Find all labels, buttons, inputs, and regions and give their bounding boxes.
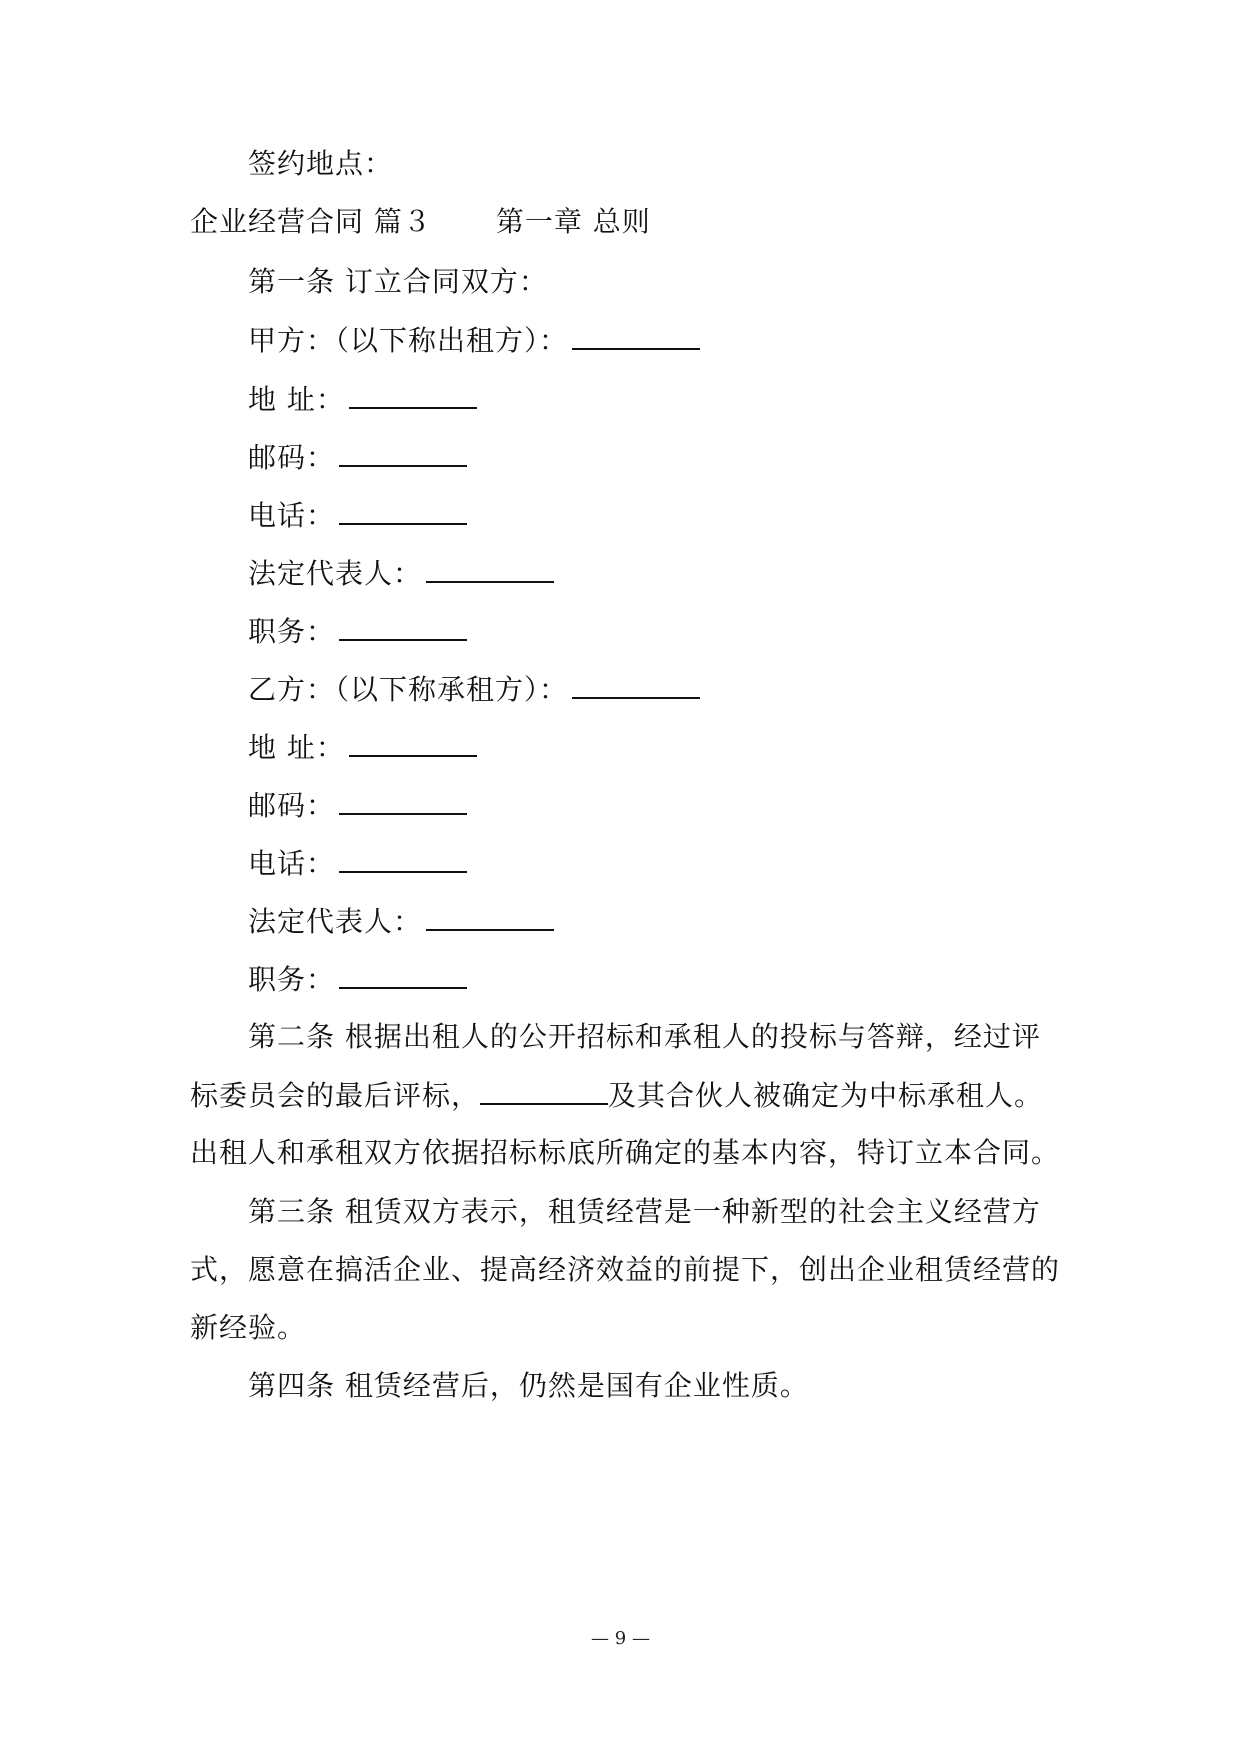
party-b-address-line (248, 729, 477, 766)
party-a-label: 甲方：（以下称出租方）： (248, 324, 569, 357)
chapter-title: 第一章 总则 (495, 205, 651, 238)
party-b-phone-line (248, 845, 467, 882)
party-b-address-blank (349, 729, 477, 757)
party-a-postcode-line (248, 439, 467, 476)
article-2-line-2 (190, 1077, 1043, 1114)
party-a-position-line (248, 613, 467, 650)
section-title: 企业经营合同 篇３ (190, 205, 432, 238)
party-b-postcode-line (248, 787, 467, 824)
article-3-line-1: 第三条 租赁双方表示，租赁经营是一种新型的社会主义经营方 (248, 1195, 1041, 1228)
article-3-line-2: 式，愿意在搞活企业、提高经济效益的前提下，创出企业租赁经营的 (190, 1253, 1061, 1286)
article-2-text-b: 及其合伙人被确定为中标承租人。 (608, 1079, 1044, 1112)
party-b-legal-rep-line (248, 903, 554, 940)
party-b-phone-label: 电话： (248, 847, 336, 880)
party-a-address-line (248, 381, 477, 418)
party-a-line (248, 322, 700, 359)
article-2-line-3: 出租人和承租双方依据招标标底所确定的基本内容，特订立本合同。 (190, 1136, 1061, 1169)
party-a-address-blank (349, 381, 477, 409)
party-a-position-label: 职务： (248, 615, 336, 648)
party-a-legal-rep-blank (426, 555, 554, 583)
winning-bidder-blank (480, 1077, 608, 1105)
party-b-legal-rep-label: 法定代表人： (248, 905, 423, 938)
party-b-postcode-blank (339, 787, 467, 815)
party-b-position-blank (339, 961, 467, 989)
sign-place-label: 签约地点： (248, 147, 394, 180)
party-b-postcode-label: 邮码： (248, 789, 336, 822)
party-a-phone-blank (339, 497, 467, 525)
party-b-blank (572, 671, 700, 699)
party-a-postcode-label: 邮码： (248, 441, 336, 474)
party-b-line (248, 671, 700, 708)
party-a-position-blank (339, 613, 467, 641)
page-number: — 9 — (591, 1628, 650, 1649)
article-2-text-a: 标委员会的最后评标， (190, 1079, 481, 1112)
party-b-position-label: 职务： (248, 963, 336, 996)
party-b-legal-rep-blank (426, 903, 554, 931)
party-a-address-label: 地 址： (248, 383, 345, 416)
article-4: 第四条 租赁经营后，仍然是国有企业性质。 (248, 1369, 809, 1402)
party-b-position-line (248, 961, 467, 998)
article-2-line-1: 第二条 根据出租人的公开招标和承租人的投标与答辩，经过评 (248, 1020, 1041, 1053)
section-header (190, 204, 651, 240)
party-a-phone-line (248, 497, 467, 534)
article-3-line-3: 新经验。 (190, 1311, 307, 1344)
party-b-address-label: 地 址： (248, 731, 345, 764)
article-1-title: 第一条 订立合同双方： (248, 265, 548, 298)
party-a-phone-label: 电话： (248, 499, 336, 532)
party-b-phone-blank (339, 845, 467, 873)
party-a-blank (572, 322, 700, 350)
party-a-postcode-blank (339, 439, 467, 467)
party-b-label: 乙方：（以下称承租方）： (248, 673, 569, 706)
party-a-legal-rep-label: 法定代表人： (248, 557, 423, 590)
party-a-legal-rep-line (248, 555, 554, 592)
